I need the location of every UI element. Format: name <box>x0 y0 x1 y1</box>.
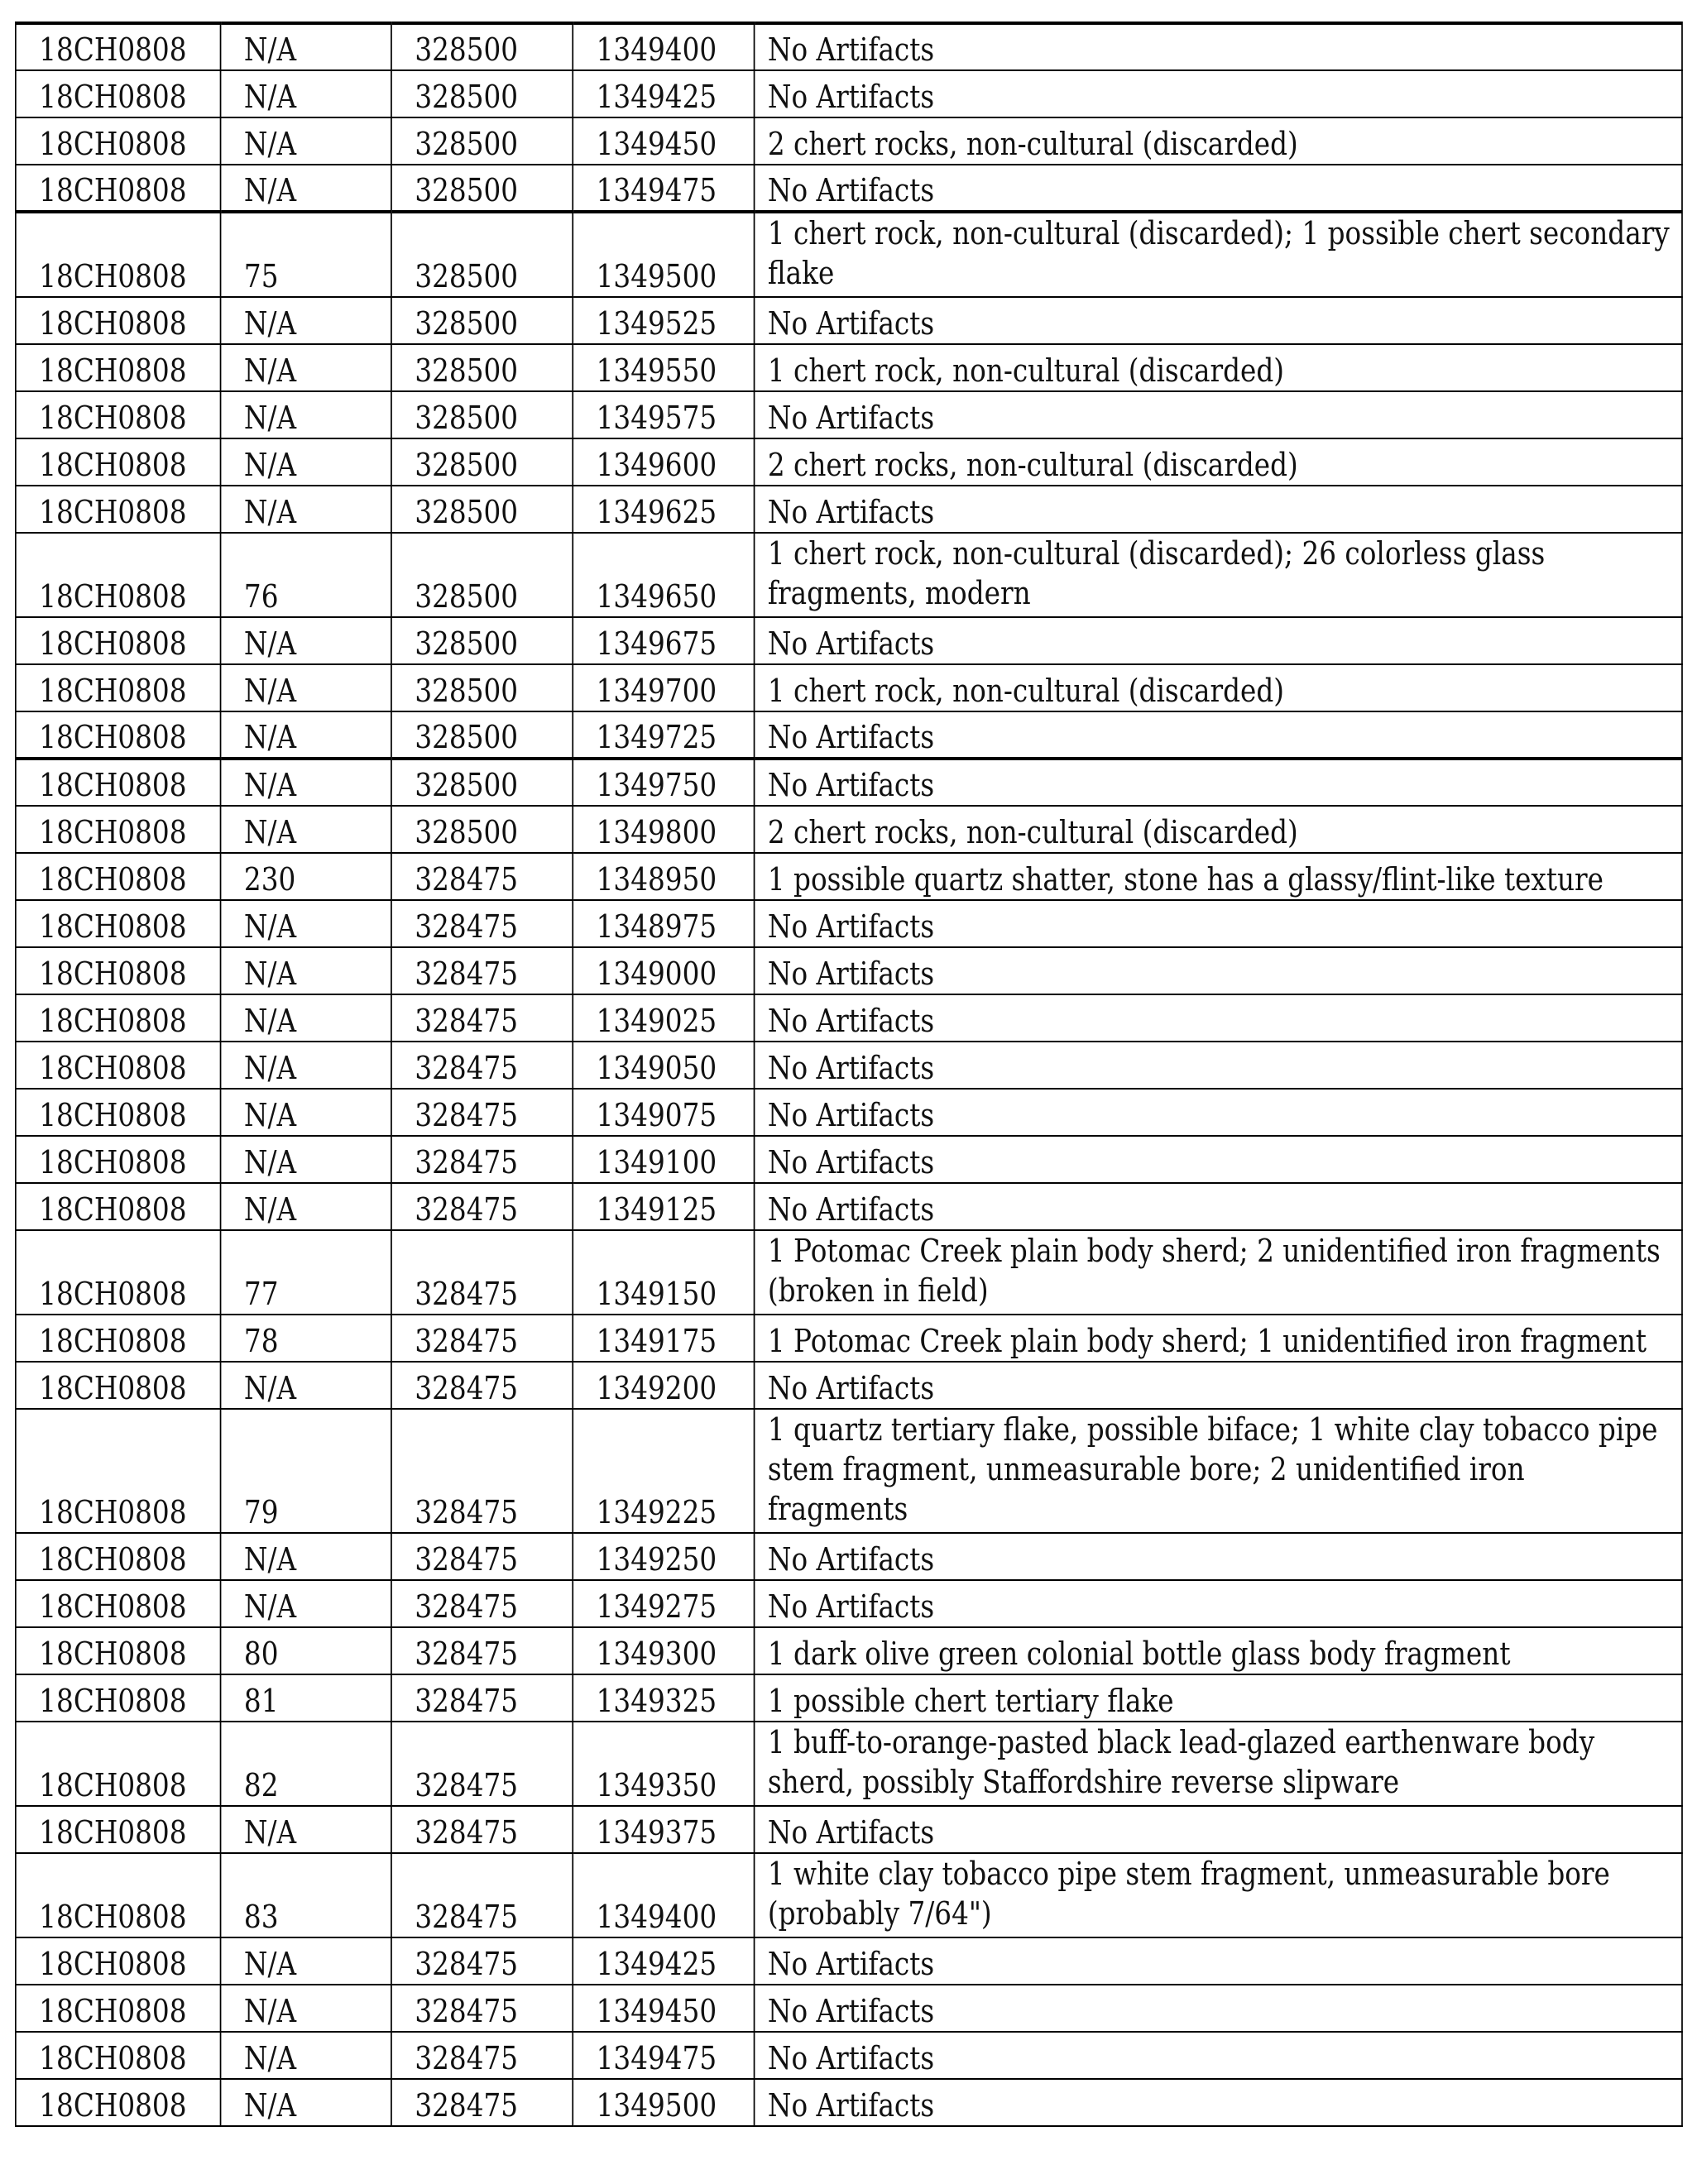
artifact-description-cell: 2 chert rocks, non-cultural (discarded) <box>755 438 1682 486</box>
northing-cell: 328475 <box>391 947 573 994</box>
northing-cell: 328500 <box>391 344 573 391</box>
site-cell: 18CH0808 <box>16 1315 221 1362</box>
site-cell: 18CH0808 <box>16 994 221 1042</box>
catalog-number-cell: 82 <box>221 1722 391 1806</box>
northing-cell: 328475 <box>391 1230 573 1315</box>
catalog-number-cell: 76 <box>221 533 391 617</box>
artifact-description-cell: 1 possible quartz shatter, stone has a glassy/flint-like texture <box>755 853 1682 900</box>
easting-cell: 1349450 <box>573 117 754 165</box>
easting-cell: 1349650 <box>573 533 754 617</box>
site-cell: 18CH0808 <box>16 391 221 438</box>
easting-cell: 1349425 <box>573 70 754 117</box>
site-cell: 18CH0808 <box>16 1362 221 1409</box>
site-cell: 18CH0808 <box>16 1722 221 1806</box>
northing-cell: 328500 <box>391 711 573 759</box>
artifact-description-cell: No Artifacts <box>755 617 1682 664</box>
site-cell: 18CH0808 <box>16 1183 221 1230</box>
northing-cell: 328475 <box>391 994 573 1042</box>
artifact-description-cell: No Artifacts <box>755 1806 1682 1853</box>
table-row <box>16 533 1682 617</box>
artifact-description-cell: No Artifacts <box>755 947 1682 994</box>
site-cell: 18CH0808 <box>16 165 221 212</box>
site-cell: 18CH0808 <box>16 806 221 853</box>
artifact-description-cell: No Artifacts <box>755 1042 1682 1089</box>
table-row <box>16 1722 1682 1806</box>
easting-cell: 1349250 <box>573 1533 754 1580</box>
catalog-number-cell: N/A <box>221 1136 391 1183</box>
artifact-description-cell: No Artifacts <box>755 2079 1682 2126</box>
table-row <box>16 297 1682 344</box>
artifact-description-cell: No Artifacts <box>755 1136 1682 1183</box>
artifact-description-cell: 1 Potomac Creek plain body sherd; 1 unidentified iron fragment <box>755 1315 1682 1362</box>
northing-cell: 328475 <box>391 1937 573 1985</box>
artifact-description-cell: No Artifacts <box>755 297 1682 344</box>
artifact-description-cell: 1 chert rock, non-cultural (discarded); 1 possible chert secondary flake <box>755 212 1682 297</box>
catalog-number-cell: N/A <box>221 1089 391 1136</box>
catalog-number-cell: N/A <box>221 617 391 664</box>
catalog-number-cell: N/A <box>221 1183 391 1230</box>
artifact-description-cell: 1 Potomac Creek plain body sherd; 2 unidentified iron fragments (broken in field) <box>755 1230 1682 1315</box>
table-row <box>16 1042 1682 1089</box>
table-row <box>16 1089 1682 1136</box>
table-row <box>16 947 1682 994</box>
table-row <box>16 1136 1682 1183</box>
catalog-number-cell: N/A <box>221 23 391 70</box>
table-row <box>16 1230 1682 1315</box>
easting-cell: 1349475 <box>573 2032 754 2079</box>
northing-cell: 328475 <box>391 1409 573 1533</box>
easting-cell: 1349150 <box>573 1230 754 1315</box>
table-row <box>16 486 1682 533</box>
easting-cell: 1349500 <box>573 2079 754 2126</box>
easting-cell: 1349375 <box>573 1806 754 1853</box>
artifact-description-cell: No Artifacts <box>755 711 1682 759</box>
easting-cell: 1349550 <box>573 344 754 391</box>
easting-cell: 1349525 <box>573 297 754 344</box>
site-cell: 18CH0808 <box>16 1853 221 1937</box>
site-cell: 18CH0808 <box>16 1580 221 1627</box>
northing-cell: 328500 <box>391 438 573 486</box>
table-row <box>16 1580 1682 1627</box>
northing-cell: 328475 <box>391 1183 573 1230</box>
catalog-number-cell: 78 <box>221 1315 391 1362</box>
table-row <box>16 900 1682 947</box>
catalog-number-cell: N/A <box>221 711 391 759</box>
site-cell: 18CH0808 <box>16 1533 221 1580</box>
table-row <box>16 759 1682 806</box>
artifact-description-cell: No Artifacts <box>755 391 1682 438</box>
northing-cell: 328500 <box>391 297 573 344</box>
catalog-number-cell: 77 <box>221 1230 391 1315</box>
northing-cell: 328475 <box>391 2032 573 2079</box>
catalog-number-cell: N/A <box>221 1580 391 1627</box>
easting-cell: 1349800 <box>573 806 754 853</box>
catalog-number-cell: N/A <box>221 165 391 212</box>
artifact-description-cell: No Artifacts <box>755 759 1682 806</box>
northing-cell: 328500 <box>391 70 573 117</box>
easting-cell: 1349350 <box>573 1722 754 1806</box>
table-row <box>16 711 1682 759</box>
northing-cell: 328475 <box>391 1722 573 1806</box>
northing-cell: 328500 <box>391 23 573 70</box>
table-row <box>16 1533 1682 1580</box>
artifact-description-cell: 1 white clay tobacco pipe stem fragment, unmeasurable bore (probably 7/64") <box>755 1853 1682 1937</box>
table-row <box>16 1937 1682 1985</box>
site-cell: 18CH0808 <box>16 664 221 711</box>
site-cell: 18CH0808 <box>16 212 221 297</box>
site-cell: 18CH0808 <box>16 1937 221 1985</box>
catalog-number-cell: 80 <box>221 1627 391 1674</box>
easting-cell: 1349400 <box>573 1853 754 1937</box>
easting-cell: 1349750 <box>573 759 754 806</box>
easting-cell: 1349575 <box>573 391 754 438</box>
table-row <box>16 2079 1682 2126</box>
easting-cell: 1349325 <box>573 1674 754 1722</box>
catalog-number-cell: N/A <box>221 1362 391 1409</box>
northing-cell: 328500 <box>391 165 573 212</box>
catalog-number-cell: N/A <box>221 806 391 853</box>
table-row <box>16 1315 1682 1362</box>
easting-cell: 1349400 <box>573 23 754 70</box>
catalog-number-cell: N/A <box>221 947 391 994</box>
site-cell: 18CH0808 <box>16 947 221 994</box>
northing-cell: 328475 <box>391 1580 573 1627</box>
site-cell: 18CH0808 <box>16 1627 221 1674</box>
northing-cell: 328500 <box>391 806 573 853</box>
northing-cell: 328475 <box>391 1089 573 1136</box>
easting-cell: 1349725 <box>573 711 754 759</box>
artifact-description-cell: No Artifacts <box>755 23 1682 70</box>
site-cell: 18CH0808 <box>16 1674 221 1722</box>
artifact-description-cell: No Artifacts <box>755 70 1682 117</box>
artifact-description-cell: 1 possible chert tertiary flake <box>755 1674 1682 1722</box>
easting-cell: 1349050 <box>573 1042 754 1089</box>
easting-cell: 1349700 <box>573 664 754 711</box>
catalog-number-cell: N/A <box>221 2032 391 2079</box>
easting-cell: 1349475 <box>573 165 754 212</box>
site-cell: 18CH0808 <box>16 759 221 806</box>
catalog-number-cell: N/A <box>221 994 391 1042</box>
northing-cell: 328475 <box>391 1362 573 1409</box>
catalog-number-cell: 83 <box>221 1853 391 1937</box>
artifact-description-cell: No Artifacts <box>755 1533 1682 1580</box>
easting-cell: 1349625 <box>573 486 754 533</box>
artifact-description-cell: 2 chert rocks, non-cultural (discarded) <box>755 806 1682 853</box>
site-cell: 18CH0808 <box>16 1806 221 1853</box>
easting-cell: 1349200 <box>573 1362 754 1409</box>
table-row <box>16 1806 1682 1853</box>
northing-cell: 328475 <box>391 1315 573 1362</box>
catalog-number-cell: N/A <box>221 759 391 806</box>
northing-cell: 328500 <box>391 759 573 806</box>
table-row <box>16 994 1682 1042</box>
artifact-description-cell: No Artifacts <box>755 994 1682 1042</box>
northing-cell: 328500 <box>391 212 573 297</box>
northing-cell: 328475 <box>391 1853 573 1937</box>
table-row <box>16 212 1682 297</box>
table-row <box>16 664 1682 711</box>
northing-cell: 328475 <box>391 1674 573 1722</box>
catalog-number-cell: N/A <box>221 297 391 344</box>
artifact-description-cell: No Artifacts <box>755 2032 1682 2079</box>
site-cell: 18CH0808 <box>16 1230 221 1315</box>
table-row <box>16 117 1682 165</box>
easting-cell: 1349125 <box>573 1183 754 1230</box>
artifact-description-cell: No Artifacts <box>755 1089 1682 1136</box>
catalog-number-cell: N/A <box>221 391 391 438</box>
catalog-number-cell: N/A <box>221 1985 391 2032</box>
table-row <box>16 23 1682 70</box>
table-row <box>16 70 1682 117</box>
catalog-number-cell: 230 <box>221 853 391 900</box>
northing-cell: 328475 <box>391 853 573 900</box>
northing-cell: 328500 <box>391 664 573 711</box>
easting-cell: 1349100 <box>573 1136 754 1183</box>
artifact-description-cell: 1 chert rock, non-cultural (discarded) <box>755 664 1682 711</box>
site-cell: 18CH0808 <box>16 1409 221 1533</box>
artifact-description-cell: No Artifacts <box>755 486 1682 533</box>
site-cell: 18CH0808 <box>16 2032 221 2079</box>
artifact-description-cell: 1 quartz tertiary flake, possible biface; 1 white clay tobacco pipe stem fragment, unmeasurable bore; 2 unidentified iron fragments <box>755 1409 1682 1533</box>
catalog-number-cell: N/A <box>221 344 391 391</box>
site-cell: 18CH0808 <box>16 711 221 759</box>
table-row <box>16 1985 1682 2032</box>
site-cell: 18CH0808 <box>16 533 221 617</box>
artifact-description-cell: No Artifacts <box>755 1183 1682 1230</box>
catalog-number-cell: 81 <box>221 1674 391 1722</box>
document-page <box>15 22 1681 2127</box>
northing-cell: 328475 <box>391 2079 573 2126</box>
site-cell: 18CH0808 <box>16 2079 221 2126</box>
site-cell: 18CH0808 <box>16 617 221 664</box>
catalog-number-cell: N/A <box>221 117 391 165</box>
site-cell: 18CH0808 <box>16 853 221 900</box>
catalog-number-cell: N/A <box>221 438 391 486</box>
easting-cell: 1349425 <box>573 1937 754 1985</box>
table-row <box>16 1674 1682 1722</box>
artifact-description-cell: No Artifacts <box>755 1985 1682 2032</box>
site-cell: 18CH0808 <box>16 344 221 391</box>
easting-cell: 1349500 <box>573 212 754 297</box>
site-cell: 18CH0808 <box>16 117 221 165</box>
artifact-description-cell: 1 buff-to-orange-pasted black lead-glazed earthenware body sherd, possibly Staffordshire reverse slipware <box>755 1722 1682 1806</box>
easting-cell: 1349025 <box>573 994 754 1042</box>
site-cell: 18CH0808 <box>16 438 221 486</box>
easting-cell: 1348950 <box>573 853 754 900</box>
site-cell: 18CH0808 <box>16 23 221 70</box>
easting-cell: 1349675 <box>573 617 754 664</box>
table-row <box>16 1853 1682 1937</box>
artifact-description-cell: 1 chert rock, non-cultural (discarded); 26 colorless glass fragments, modern <box>755 533 1682 617</box>
catalog-number-cell: N/A <box>221 1533 391 1580</box>
site-cell: 18CH0808 <box>16 1136 221 1183</box>
table-row <box>16 1183 1682 1230</box>
site-cell: 18CH0808 <box>16 70 221 117</box>
table-row <box>16 1362 1682 1409</box>
northing-cell: 328475 <box>391 1136 573 1183</box>
easting-cell: 1349450 <box>573 1985 754 2032</box>
site-cell: 18CH0808 <box>16 1089 221 1136</box>
table-row <box>16 391 1682 438</box>
site-cell: 18CH0808 <box>16 900 221 947</box>
easting-cell: 1349225 <box>573 1409 754 1533</box>
easting-cell: 1349600 <box>573 438 754 486</box>
easting-cell: 1348975 <box>573 900 754 947</box>
northing-cell: 328500 <box>391 617 573 664</box>
catalog-number-cell: N/A <box>221 486 391 533</box>
northing-cell: 328500 <box>391 117 573 165</box>
northing-cell: 328475 <box>391 1985 573 2032</box>
table-row <box>16 438 1682 486</box>
artifact-description-cell: No Artifacts <box>755 1580 1682 1627</box>
site-cell: 18CH0808 <box>16 1985 221 2032</box>
northing-cell: 328500 <box>391 533 573 617</box>
catalog-number-cell: N/A <box>221 664 391 711</box>
table-row <box>16 806 1682 853</box>
table-row <box>16 853 1682 900</box>
catalog-number-cell: N/A <box>221 1042 391 1089</box>
table-row <box>16 165 1682 212</box>
easting-cell: 1349300 <box>573 1627 754 1674</box>
artifact-description-cell: 1 dark olive green colonial bottle glass body fragment <box>755 1627 1682 1674</box>
artifact-description-cell: 2 chert rocks, non-cultural (discarded) <box>755 117 1682 165</box>
northing-cell: 328475 <box>391 1042 573 1089</box>
catalog-number-cell: N/A <box>221 900 391 947</box>
catalog-number-cell: N/A <box>221 1937 391 1985</box>
northing-cell: 328500 <box>391 486 573 533</box>
northing-cell: 328475 <box>391 1627 573 1674</box>
northing-cell: 328475 <box>391 900 573 947</box>
artifact-description-cell: No Artifacts <box>755 1937 1682 1985</box>
site-cell: 18CH0808 <box>16 1042 221 1089</box>
catalog-number-cell: N/A <box>221 70 391 117</box>
site-cell: 18CH0808 <box>16 486 221 533</box>
site-cell: 18CH0808 <box>16 297 221 344</box>
easting-cell: 1349075 <box>573 1089 754 1136</box>
catalog-number-cell: N/A <box>221 2079 391 2126</box>
northing-cell: 328500 <box>391 391 573 438</box>
table-row <box>16 1627 1682 1674</box>
easting-cell: 1349275 <box>573 1580 754 1627</box>
artifact-description-cell: No Artifacts <box>755 165 1682 212</box>
artifact-description-cell: No Artifacts <box>755 900 1682 947</box>
catalog-number-cell: N/A <box>221 1806 391 1853</box>
catalog-number-cell: 79 <box>221 1409 391 1533</box>
northing-cell: 328475 <box>391 1806 573 1853</box>
table-row <box>16 344 1682 391</box>
artifact-description-cell: No Artifacts <box>755 1362 1682 1409</box>
table-body <box>16 23 1682 2126</box>
artifact-inventory-table <box>15 22 1683 2127</box>
table-row <box>16 1409 1682 1533</box>
table-row <box>16 2032 1682 2079</box>
easting-cell: 1349000 <box>573 947 754 994</box>
table-row <box>16 617 1682 664</box>
northing-cell: 328475 <box>391 1533 573 1580</box>
catalog-number-cell: 75 <box>221 212 391 297</box>
artifact-description-cell: 1 chert rock, non-cultural (discarded) <box>755 344 1682 391</box>
easting-cell: 1349175 <box>573 1315 754 1362</box>
